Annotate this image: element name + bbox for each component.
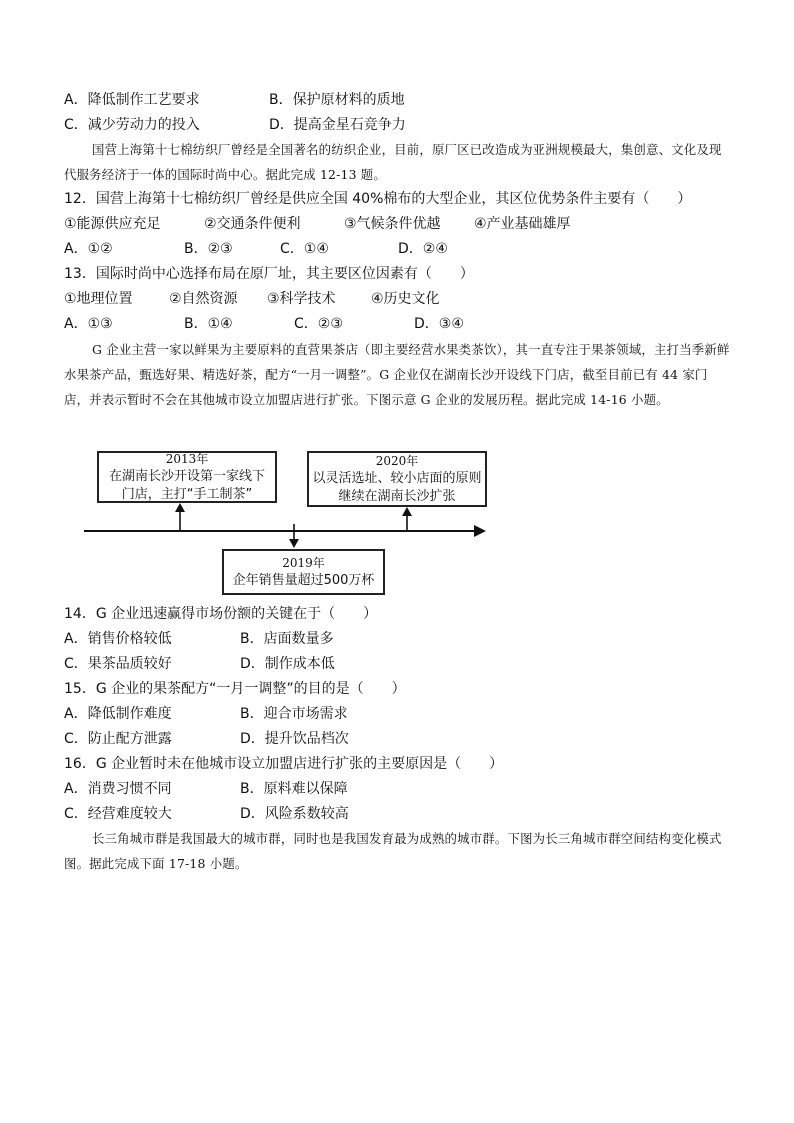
timeline-box-2019 [222, 549, 385, 595]
q13-item-4: ④历史文化 [371, 291, 440, 307]
q13-item-1: ①地理位置 [64, 291, 133, 307]
q15-option-b: B．迎合市场需求 [240, 706, 348, 722]
timeline-arrow-2019 [289, 539, 299, 548]
q11-option-b: B．保护原材料的质地 [269, 92, 405, 108]
q15-option-c: C．防止配方泄露 [64, 731, 172, 747]
q12-item-4: ④产业基础雄厚 [474, 216, 571, 232]
q16-option-d: D．风险系数较高 [240, 806, 349, 822]
timeline-2013-year: 2013年 [165, 452, 209, 466]
q12-option-c: C．①④ [280, 241, 329, 257]
q13-option-b: B．①④ [184, 316, 233, 332]
q14-option-a: A．销售价格较低 [64, 631, 172, 647]
q16-option-a: A．消费习惯不同 [64, 781, 172, 797]
q13-item-2: ②自然资源 [169, 291, 238, 307]
timeline-2020-year: 2020年 [375, 454, 419, 468]
q16-option-b: B．原料难以保障 [240, 781, 348, 797]
intro-12-13: 国营上海第十七棉纺织厂曾经是全国著名的纺织企业，目前，原厂区已改造成为亚洲规模最大，集创意、文化及现代服务经济于一体的国际时尚中心。据此完成 12-13 题。 [64, 142, 722, 182]
q13-option-d: D．③④ [414, 316, 464, 332]
timeline-2013-line1: 在湖南长沙开设第一家线下 [108, 469, 265, 484]
timeline-arrowhead [474, 525, 486, 537]
q12-option-b: B．②③ [184, 241, 233, 257]
q11-option-d: D．提高金星石竞争力 [269, 117, 406, 133]
timeline-arrow-2013 [175, 503, 185, 512]
timeline-2019-line1: 企年销售量超过500万杯 [232, 573, 375, 588]
timeline-2020-line2: 继续在湖南长沙扩张 [338, 489, 456, 504]
timeline-box-2020 [307, 451, 487, 507]
timeline-box-2013 [97, 451, 277, 503]
q11-option-c: C．减少劳动力的投入 [64, 117, 200, 133]
q16-option-c: C．经营难度较大 [64, 806, 172, 822]
q15-stem: 15．G 企业的果茶配方“一月一调整”的目的是（ ） [64, 681, 406, 697]
q15-option-a: A．降低制作难度 [64, 706, 172, 722]
q12-stem: 12．国营上海第十七棉纺织厂曾经是供应全国 40%棉布的大型企业，其区位优势条件主要有（ ） [64, 191, 692, 207]
q13-option-c: C．②③ [294, 316, 343, 332]
q14-stem: 14．G 企业迅速赢得市场份额的关键在于（ ） [64, 606, 378, 622]
q13-item-3: ③科学技术 [267, 291, 336, 307]
timeline-2020-line1: 以灵活选址、较小店面的原则 [312, 471, 482, 486]
intro-14-16: G 企业主营一家以鲜果为主要原料的直营果茶店（即主要经营水果类茶饮），其一直专注于果茶领域，主打当季新鲜水果茶产品，甄选好果、精选好茶，配方“一月一调整”。G 企业仅在湖南长沙开设线下门店，截至目前已有 44 家门店，并表示暂时不会在其他城市设立加盟店进行扩张。下图示意 G 企业的发展历程。据此完成 14-16 小题。 [64, 342, 730, 407]
q12-item-2: ②交通条件便利 [204, 216, 301, 232]
timeline-arrow-2020 [402, 507, 412, 516]
q14-option-d: D．制作成本低 [240, 656, 335, 672]
timeline-2013-line2: 门店，主打“手工制茶” [121, 487, 253, 502]
q12-option-d: D．②④ [398, 241, 448, 257]
q13-stem: 13．国际时尚中心选择布局在原厂址，其主要区位因素有（ ） [64, 266, 474, 282]
q12-item-3: ③气候条件优越 [344, 216, 441, 232]
q16-stem: 16．G 企业暂时未在他城市设立加盟店进行扩张的主要原因是（ ） [64, 756, 504, 772]
timeline-2019-year: 2019年 [282, 556, 325, 570]
q13-option-a: A．①③ [64, 316, 113, 332]
q14-option-b: B．店面数量多 [240, 631, 334, 647]
q14-option-c: C．果茶品质较好 [64, 656, 172, 672]
intro-17-18: 长三角城市群是我国最大的城市群，同时也是我国发育最为成熟的城市群。下图为长三角城市群空间结构变化模式图。据此完成下面 17-18 小题。 [64, 831, 722, 871]
q12-option-a: A．①② [64, 241, 113, 257]
q12-item-1: ①能源供应充足 [64, 216, 161, 232]
q15-option-d: D．提升饮品档次 [240, 731, 349, 747]
q11-option-a: A．降低制作工艺要求 [64, 92, 200, 108]
